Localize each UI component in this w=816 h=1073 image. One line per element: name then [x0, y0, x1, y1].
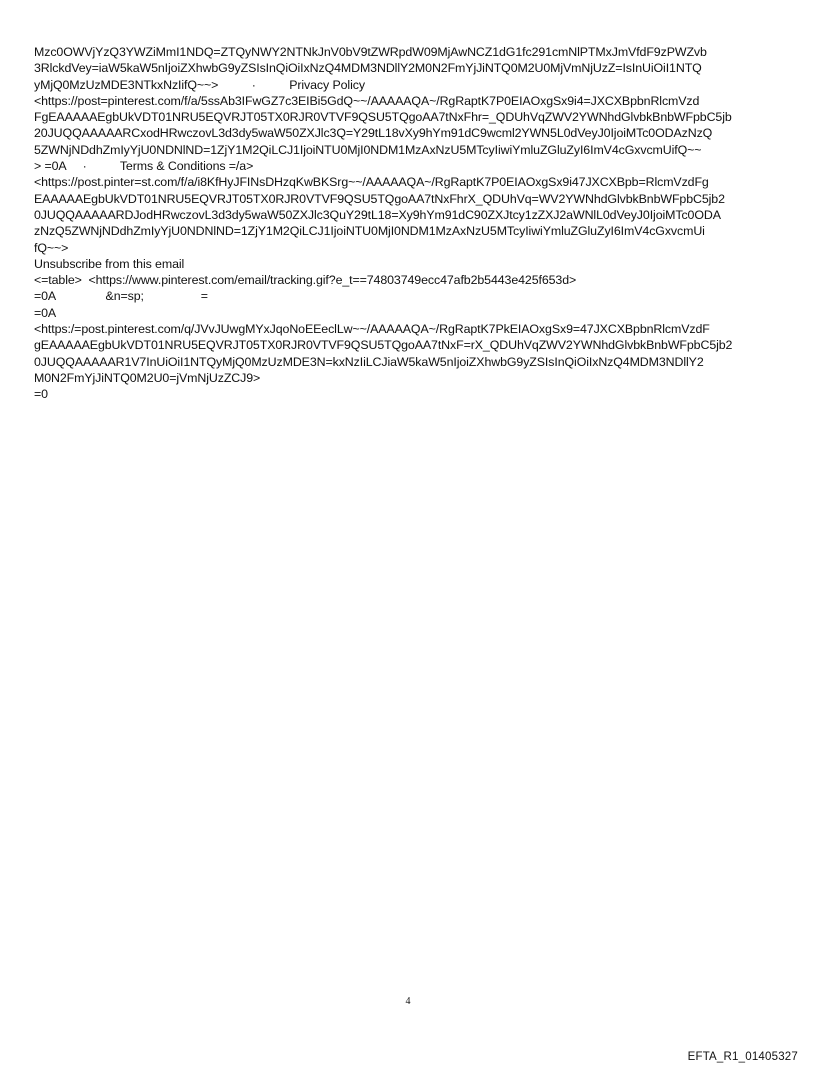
text-line-16: =0A &n=sp; =	[34, 289, 208, 304]
unsubscribe-line: Unsubscribe from this email	[34, 256, 185, 271]
email-source-text	[34, 44, 786, 403]
terms-conditions-line: > =0A · Terms & Conditions =/a>	[34, 159, 254, 174]
text-line-19: gEAAAAAEgbUkVDT01NRU5EQVRJT05TX0RJR0VTVF9QSU5TQgoAA7tNxF=rX_QDUhVqZWV2YWNhdGlvbkBnbWFpbC5jb2	[34, 338, 733, 353]
text-line-18: <https:/=post.pinterest.com/q/JVvJUwgMYxJqoNoEEeclLw~~/AAAAAQA~/RgRaptK7PkEIAOxgSx9=47JXCXBpbnRlcmVzdF	[34, 322, 710, 337]
text-line-5: FgEAAAAAEgbUkVDT01NRU5EQVRJT05TX0RJR0VTVF9QSU5TQgoAA7tNxFhr=_QDUhVqZWV2YWNhdGlvbkBnbWFpbC5jb	[34, 110, 732, 125]
text-line-20: 0JUQQAAAAAR1V7InUiOiI1NTQyMjQ0MzUzMDE3N=kxNzIiLCJiaW5kaW5nIjoiZXhwbG9yZSIsInQiOiIxNzQ4MDM3NDllY2	[34, 354, 704, 369]
text-line-11: 0JUQQAAAAARDJodHRwczovL3d3dy5waW50ZXJlc3QuY29tL18=Xy9hYm91dC90ZXJtcy1zZXJ2aWNlL0dVeyJ0IjoiMTc0ODA	[34, 207, 721, 222]
text-line-17: =0A	[34, 305, 57, 320]
page-number: 4	[405, 996, 411, 1007]
tracking-gif-line: <=table> <https://www.pinterest.com/email/tracking.gif?e_t==74803749ecc47afb2b5443e425f653d>	[34, 273, 577, 288]
privacy-policy-line: yMjQ0MzUzMDE3NTkxNzIifQ~~> · Privacy Policy	[34, 77, 365, 92]
text-line-21: M0N2FmYjJiNTQ0M2U0=jVmNjUzZCJ9>	[34, 370, 261, 385]
text-line-4: <https://post=pinterest.com/f/a/5ssAb3IFwGZ7c3EIBi5GdQ~~/AAAAAQA~/RgRaptK7P0EIAOxgSx9i4=JXCXBpbnRlcmVzd	[34, 93, 700, 108]
text-line-7: 5ZWNjNDdhZmIyYjU0NDNlND=1ZjY1M2QiLCJ1IjoiNTU0MjI0NDM1MzAxNzU5MTcyIiwiYmluZGluZyI6ImV4cGxvcmUifQ~~	[34, 142, 702, 157]
text-line-1: Mzc0OWVjYzQ3YWZiMmI1NDQ=ZTQyNWY2NTNkJnV0bV9tZWRpdW09MjAwNCZ1dG1fc291cmNlPTMxJmVfdF9zPWZvb	[34, 45, 707, 59]
text-line-22: =0	[34, 387, 48, 402]
text-line-10: EAAAAAEgbUkVDT01NRU5EQVRJT05TX0RJR0VTVF9QSU5TQgoAA7tNxFhrX_QDUhVq=WV2YWNhdGlvbkBnbWFpbC5jb2	[34, 191, 725, 206]
text-line-13: fQ~~>	[34, 240, 69, 255]
text-line-12: zNzQ5ZWNjNDdhZmIyYjU0NDNlND=1ZjY1M2QiLCJ1IjoiNTU0MjI0NDM1MzAxNzU5MTcyIiwiYmluZGluZyI6ImV4cGxvcmUi	[34, 224, 705, 239]
text-line-6: 20JUQQAAAAARCxodHRwczovL3d3dy5waW50ZXJlc3Q=Y29tL18vXy9hYm91dC9wcml2YWN5L0dVeyJ0IjoiMTc0ODAzNzQ	[34, 126, 713, 141]
text-line-2: 3RlckdVey=iaW5kaW5nIjoiZXhwbG9yZSIsInQiOiIxNzQ4MDM3NDllY2M0N2FmYjJiNTQ0M2U0MjVmNjUzZ=IsInUiOiI1NTQ	[34, 61, 702, 76]
document-id: EFTA_R1_01405327	[687, 1051, 798, 1063]
text-line-9: <https://post.pinter=st.com/f/a/i8KfHyJFINsDHzqKwBKSrg~~/AAAAAQA~/RgRaptK7P0EIAOxgSx9i47JXCXBpb=RlcmVzdFg	[34, 175, 709, 190]
